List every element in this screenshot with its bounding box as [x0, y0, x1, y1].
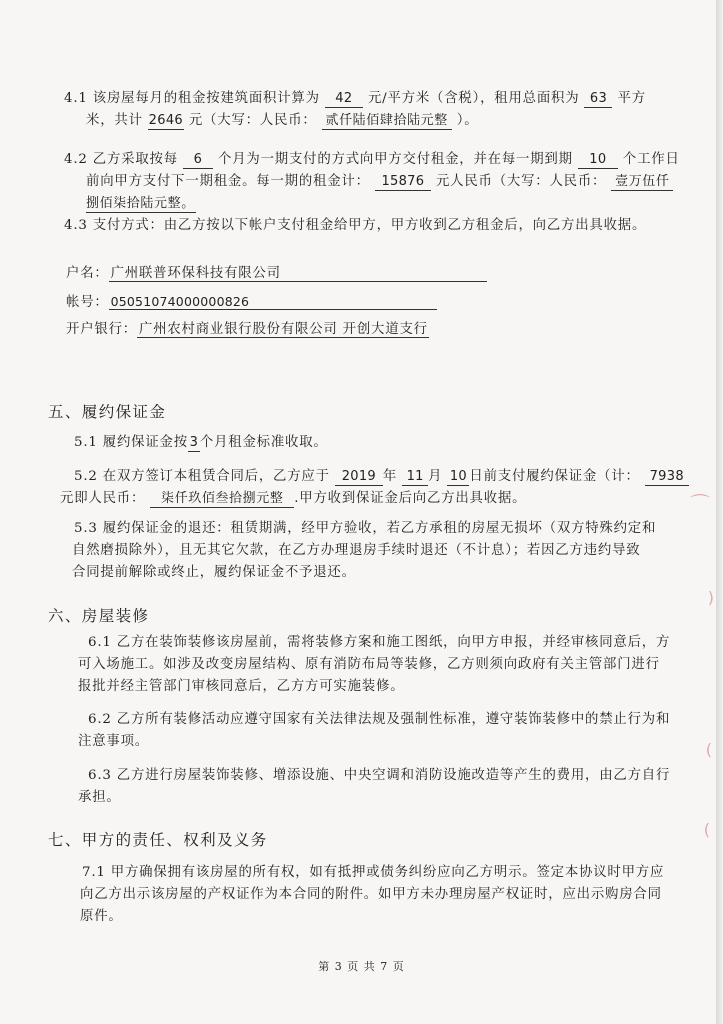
clause-text: 5.2 在双方签订本租赁合同后，乙方应于 — [74, 469, 330, 484]
clause-text: 自然磨损除外），且无其它欠款，在乙方办理退房手续时退还（不计息）；若因乙方违约导致 — [72, 543, 641, 558]
deposit-month-value: 11 — [402, 469, 428, 486]
clause-text: 元/平方米（含税），租用总面积为 — [367, 91, 580, 106]
clause-text: 6.3 乙方进行房屋装饰装修、增添设施、中央空调和消防设施改造等产生的费用，由乙方自行 — [88, 768, 671, 783]
clause-text: 平方 — [617, 91, 646, 106]
account-name-label: 户名： — [66, 266, 109, 281]
clause-text: 年 — [382, 469, 398, 484]
clause-5-1 — [74, 432, 328, 454]
clause-6-2 — [78, 709, 671, 753]
clause-text: 可入场施工。如涉及改变房屋结构、原有消防布局等装修，乙方则须向政府有关主管部门进行 — [78, 657, 660, 672]
seal-fragment: ( — [705, 740, 712, 759]
clause-text: 元即人民币： — [60, 491, 146, 506]
clause-text: ）。 — [456, 113, 479, 128]
clause-text: 6.2 乙方所有装修活动应遵守国家有关法律法规及强制性标准，遵守装饰装修中的禁止行为和 — [88, 712, 671, 727]
clause-text: 5.3 履约保证金的退还：租赁期满，经甲方验收，若乙方承租的房屋无损坏（双方特殊约定和 — [74, 521, 657, 536]
clause-text: 元（大写：人民币： — [188, 113, 317, 128]
clause-5-2 — [60, 466, 689, 510]
section-5-title: 五、履约保证金 — [48, 403, 167, 421]
period-rent-words: 壹万伍仟 — [611, 174, 673, 191]
clause-text: 注意事项。 — [78, 734, 149, 749]
clause-text: 个月租金标准收取。 — [199, 435, 328, 450]
clause-text: 4.2 乙方采取按每 — [64, 152, 178, 167]
clause-text: 米，共计 — [86, 113, 143, 128]
account-name-row — [66, 262, 487, 282]
clause-text: 报批并经主管部门审核同意后，乙方方可实施装修。 — [78, 679, 405, 694]
clause-text: 日前支付履约保证金（计： — [469, 469, 640, 484]
working-days-value: 10 — [578, 152, 618, 169]
page-number: 第 3 页 共 7 页 — [318, 960, 405, 973]
clause-text: 原件。 — [80, 909, 123, 924]
clause-6-3 — [78, 765, 671, 809]
period-rent-value: 15876 — [375, 174, 431, 191]
bank-label: 开户银行： — [66, 322, 137, 337]
clause-text: 元人民币（大写：人民币： — [435, 174, 607, 189]
section-6-title: 六、房屋装修 — [48, 607, 150, 625]
account-number-label: 帐号： — [66, 295, 109, 310]
rent-rate-value: 42 — [325, 91, 363, 108]
clause-text: 个工作日 — [622, 152, 680, 167]
account-number-value: 05051074000000826 — [109, 294, 437, 310]
area-value: 63 — [584, 91, 612, 108]
clause-6-1 — [78, 632, 671, 698]
clause-text: 5.1 履约保证金按 — [74, 435, 188, 450]
total-rent-words: 贰仟陆佰肆拾陆元整 — [322, 113, 452, 130]
clause-7-1 — [82, 862, 664, 928]
seal-fragment: ( — [703, 820, 710, 839]
account-name-value: 广州联普环保科技有限公司 — [109, 262, 487, 282]
seal-fragment: ) — [707, 588, 714, 607]
clause-4-3 — [64, 215, 646, 237]
clause-text: 6.1 乙方在装饰装修该房屋前，需将装修方案和施工图纸，向甲方申报，并经审核同意后，方 — [88, 635, 671, 650]
section-7-title: 七、甲方的责任、权利及义务 — [48, 831, 268, 849]
bank-value: 广州农村商业银行股份有限公司 开创大道支行 — [137, 318, 429, 338]
period-rent-words-cont: 捌佰柒拾陆元整。 — [86, 196, 195, 211]
clause-4-2 — [64, 149, 680, 215]
clause-text: 月 — [428, 469, 443, 484]
deposit-amount-words: 柒仟玖佰叁拾捌元整 — [150, 491, 294, 508]
clause-text: 个月为一期支付的方式向甲方交付租金，并在每一期到期 — [218, 152, 573, 167]
clause-text: 4.3 支付方式：由乙方按以下帐户支付租金给甲方，甲方收到乙方租金后，向乙方出具收据。 — [64, 218, 647, 233]
clause-text: 承担。 — [78, 790, 121, 805]
clause-5-3 — [74, 518, 656, 584]
clause-text: .甲方收到保证金后向乙方出具收据。 — [294, 491, 527, 506]
total-rent-value: 2646 — [148, 113, 183, 128]
deposit-amount-value: 7938 — [645, 469, 689, 486]
page-edge — [716, 0, 723, 1024]
deposit-months-value: 3 — [189, 435, 199, 450]
seal-fragment: ⌒ — [690, 492, 710, 516]
clause-text: 7.1 甲方确保拥有该房屋的所有权，如有抵押或债务纠纷应向乙方明示。签定本协议时甲方应 — [82, 865, 665, 880]
period-months-value: 6 — [183, 152, 213, 169]
deposit-day-value: 10 — [447, 469, 469, 486]
bank-row — [66, 318, 429, 338]
deposit-year-value: 2019 — [335, 469, 383, 486]
clause-text: 向乙方出示该房屋的产权证作为本合同的附件。如甲方未办理房屋产权证时，应出示购房合同 — [80, 887, 662, 902]
clause-text: 合同提前解除或终止，履约保证金不予退还。 — [72, 565, 356, 580]
account-number-row — [66, 291, 437, 310]
clause-text: 前向甲方支付下一期租金。每一期的租金计： — [86, 174, 370, 189]
clause-4-1 — [64, 88, 646, 132]
clause-text: 4.1 该房屋每月的租金按建筑面积计算为 — [64, 91, 320, 106]
